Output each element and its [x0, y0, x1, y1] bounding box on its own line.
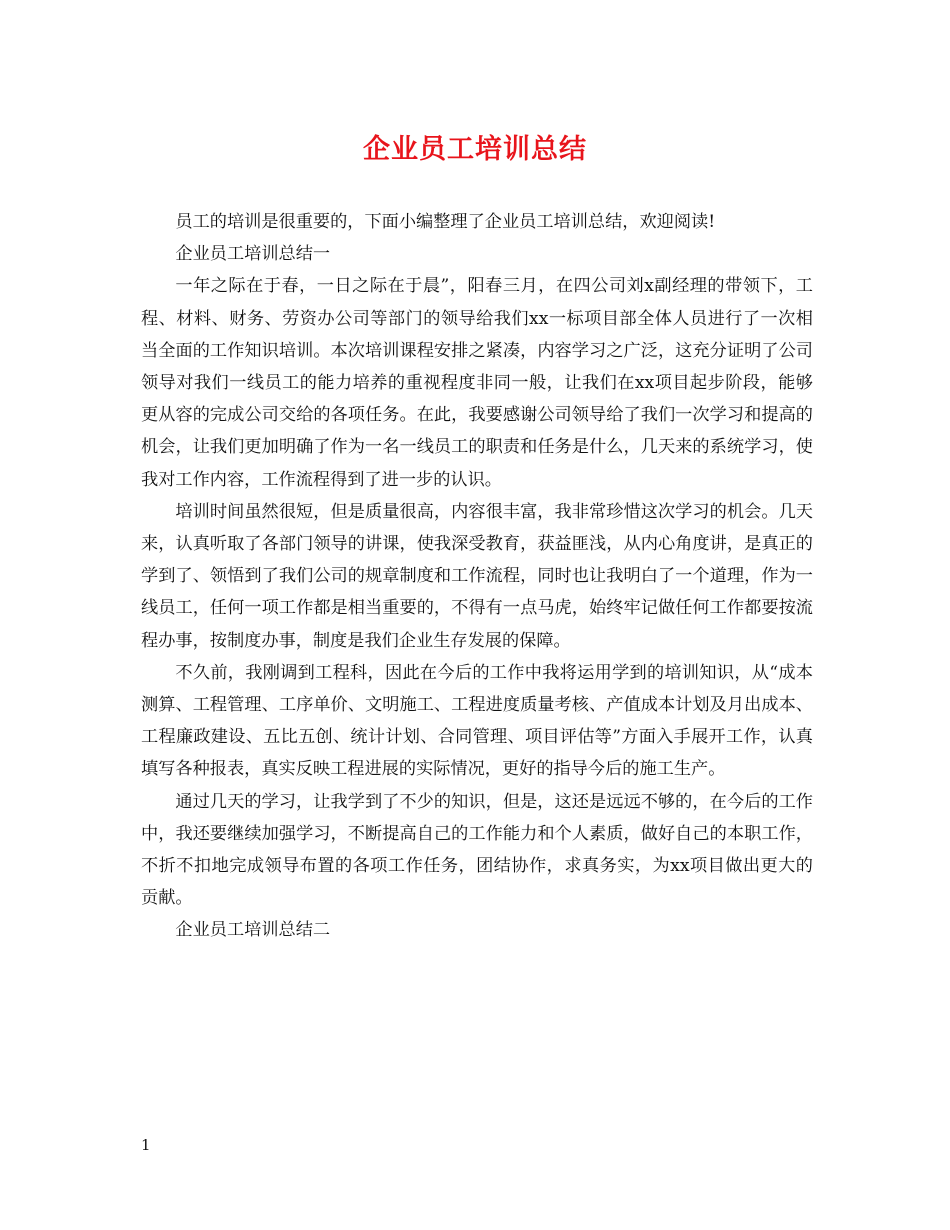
section-heading-two: 企业员工培训总结二 — [175, 920, 331, 941]
page-number: 1 — [141, 1136, 151, 1154]
body-paragraph: 一年之际在于春，一日之际在于晨”，阳春三月，在四公司刘x副经理的带领下，工程、材料、财务、劳资办公司等部门的领导给我们xx一标项目部全体人员进行了一次相当全面的工作知识培训。本次培训课程安排之紧凑，内容学习之广泛，这充分证明了公司领导对我们一线员工的能力培养的重视程度非同一般，让我们在xx项目起步阶段，能够更从容的完成公司交给的各项任务。在此，我要感谢公司领导给了我们一次学习和提高的机会，让我们更加明确了作为一名一线员工的职责和任务是什么，几天来的系统学习，使我对工作内容，工作流程得到了进一步的认识。 — [141, 276, 813, 490]
intro-paragraph: 员工的培训是很重要的，下面小编整理了企业员工培训总结，欢迎阅读! — [175, 212, 716, 232]
body-paragraph: 通过几天的学习，让我学到了不少的知识，但是，这还是远远不够的，在今后的工作中，我还要继续加强学习，不断提高自己的工作能力和个人素质，做好自己的本职工作，不折不扣地完成领导布置的各项工作任务，团结协作，求真务实，为xx项目做出更大的贡献。 — [141, 791, 813, 909]
document-title: 企业员工培训总结 — [363, 134, 587, 165]
section-heading-one: 企业员工培训总结一 — [175, 244, 331, 265]
body-paragraph: 培训时间虽然很短，但是质量很高，内容很丰富，我非常珍惜这次学习的机会。几天来，认真听取了各部门领导的讲课，使我深受教育，获益匪浅，从内心角度讲，是真正的学到了、领悟到了我们公司的规章制度和工作流程，同时也让我明白了一个道理，作为一线员工，任何一项工作都是相当重要的，不得有一点马虎，始终牢记做任何工作都要按流程办事，按制度办事，制度是我们企业生存发展的保障。 — [141, 501, 813, 651]
body-paragraph: 不久前，我刚调到工程科，因此在今后的工作中我将运用学到的培训知识，从“成本测算、工程管理、工序单价、文明施工、工程进度质量考核、产值成本计划及月出成本、工程廉政建设、五比五创、统计计划、合同管理、项目评估等”方面入手展开工作，认真填写各种报表，真实反映工程进展的实际情况，更好的指导今后的施工生产。 — [141, 662, 813, 780]
document-body — [141, 206, 813, 947]
